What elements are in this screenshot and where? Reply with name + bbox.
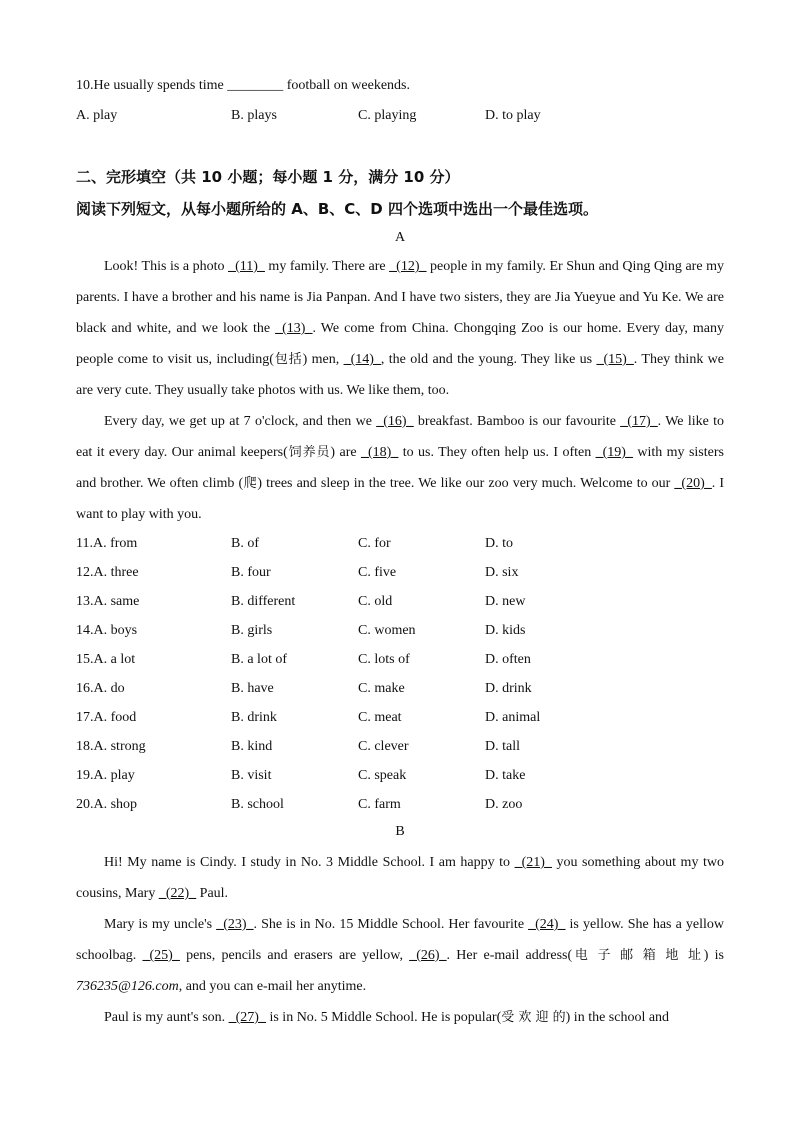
answer-blank: _(17)_ bbox=[620, 414, 658, 429]
question-10-stem: 10.He usually spends time ________ football on weekends. bbox=[76, 78, 411, 93]
answer-blank: _(14)_ bbox=[343, 352, 381, 367]
answer-blank: _(21)_ bbox=[514, 855, 552, 870]
passage-text: . Her e-mail address( bbox=[446, 948, 573, 963]
answer-blank: _(22)_ bbox=[158, 886, 197, 901]
passage-b-paragraph-3 bbox=[76, 1002, 724, 1033]
option-a: 17.A. food bbox=[76, 710, 137, 725]
chinese-gloss: 受 欢 迎 的 bbox=[501, 1010, 566, 1025]
answer-blank: _(27)_ bbox=[228, 1010, 266, 1025]
option-d: D. take bbox=[485, 768, 526, 783]
answer-blank: _(19)_ bbox=[595, 445, 633, 460]
passage-text: is yellow. She has a yellow schoolbag. bbox=[76, 917, 725, 963]
passage-b-label: B bbox=[395, 824, 405, 839]
option-c: C. farm bbox=[358, 797, 401, 812]
option-d: D. animal bbox=[485, 710, 541, 725]
option-b: B. a lot of bbox=[231, 652, 287, 667]
option-c: C. playing bbox=[358, 108, 417, 123]
option-d: D. drink bbox=[485, 681, 532, 696]
answer-blank: _(12)_ bbox=[389, 259, 427, 274]
option-a: 19.A. play bbox=[76, 768, 135, 783]
option-d: D. six bbox=[485, 565, 519, 580]
option-c: C. meat bbox=[358, 710, 402, 725]
answer-blank: _(18)_ bbox=[360, 445, 399, 460]
passage-text: Paul is my aunt's son. bbox=[104, 1010, 229, 1025]
option-b: B. have bbox=[231, 681, 274, 696]
option-c: C. lots of bbox=[358, 652, 410, 667]
passage-text: ) in the school and bbox=[565, 1010, 670, 1025]
passage-text: . We like to eat it every day. Our animal keepers( bbox=[76, 414, 725, 460]
option-d: D. to bbox=[485, 536, 513, 551]
passage-a-paragraph-1 bbox=[76, 251, 724, 406]
passage-text: . They think we are very cute. They usually take photos with us. We like them, too. bbox=[76, 352, 725, 398]
chinese-gloss: 爬 bbox=[243, 476, 258, 491]
passage-text: , and you can e-mail her anytime. bbox=[178, 979, 367, 994]
passage-b-paragraph-1 bbox=[76, 847, 724, 909]
option-a: A. play bbox=[76, 108, 118, 123]
option-b: B. of bbox=[231, 536, 259, 551]
option-c: C. five bbox=[358, 565, 397, 580]
passage-text: Look! This is a photo bbox=[104, 259, 229, 274]
passage-text: with my sisters and brother. We often climb ( bbox=[76, 445, 724, 491]
passage-text: ) men, bbox=[302, 352, 344, 367]
answer-blank: _(24)_ bbox=[528, 917, 566, 932]
option-a: 14.A. boys bbox=[76, 623, 138, 638]
passage-text: , the old and the young. They like us bbox=[380, 352, 597, 367]
passage-text: Every day, we get up at 7 o'clock, and then we bbox=[104, 414, 377, 429]
option-c: C. old bbox=[358, 594, 393, 609]
section-instruction: 阅读下列短文，从每小题所给的 A、B、C、D 四个选项中选出一个最佳选项。 bbox=[76, 200, 598, 218]
option-c: C. speak bbox=[358, 768, 407, 783]
passage-text: . I want to play with you. bbox=[76, 476, 724, 522]
option-b: B. girls bbox=[231, 623, 273, 638]
passage-text: . We come from China. Chongqing Zoo is our home. Every day, many people come to visit us, including( bbox=[76, 321, 725, 367]
option-a: 15.A. a lot bbox=[76, 652, 136, 667]
answer-blank: _(20)_ bbox=[674, 476, 712, 491]
passage-text: . She is in No. 15 Middle School. Her favourite bbox=[253, 917, 529, 932]
option-b: B. plays bbox=[231, 108, 277, 123]
option-c: C. make bbox=[358, 681, 405, 696]
option-d: D. zoo bbox=[485, 797, 523, 812]
option-c: C. women bbox=[358, 623, 416, 638]
chinese-gloss: 包括 bbox=[273, 352, 303, 367]
passage-text: people in my family. Er Shun and Qing Qing are my parents. I have a brother and his name is Jia Panpan. And I have two sisters, they are Jia Yueyue and Yu Ke. We are black and white, and we look the bbox=[76, 259, 724, 336]
answer-blank: _(16)_ bbox=[376, 414, 414, 429]
option-d: D. often bbox=[485, 652, 531, 667]
passage-b-paragraph-2 bbox=[76, 909, 724, 1002]
passage-a-paragraph-2 bbox=[76, 406, 724, 530]
option-a: 16.A. do bbox=[76, 681, 125, 696]
option-b: B. different bbox=[231, 594, 296, 609]
option-a: 11.A. from bbox=[76, 536, 138, 551]
option-b: B. four bbox=[231, 565, 271, 580]
answer-blank: _(23)_ bbox=[216, 917, 254, 932]
option-b: B. school bbox=[231, 797, 284, 812]
passage-text: ) are bbox=[330, 445, 361, 460]
option-d: D. to play bbox=[485, 108, 541, 123]
passage-text: to us. They often help us. I often bbox=[398, 445, 596, 460]
option-d: D. new bbox=[485, 594, 526, 609]
section-title: 二、完形填空（共 10 小题；每小题 1 分，满分 10 分） bbox=[76, 168, 460, 186]
option-b: B. kind bbox=[231, 739, 273, 754]
passage-text: Mary is my uncle's bbox=[104, 917, 217, 932]
answer-blank: _(11)_ bbox=[228, 259, 265, 274]
passage-text: you something about my two cousins, Mary bbox=[76, 855, 724, 901]
option-b: B. visit bbox=[231, 768, 272, 783]
answer-blank: _(15)_ bbox=[596, 352, 634, 367]
passage-text: breakfast. Bamboo is our favourite bbox=[413, 414, 621, 429]
passage-text: my family. There are bbox=[264, 259, 390, 274]
answer-blank: _(26)_ bbox=[409, 948, 447, 963]
passage-text: is in No. 5 Middle School. He is popular( bbox=[265, 1010, 502, 1025]
answer-blank: _(13)_ bbox=[275, 321, 313, 336]
email-address: 736235@126.com bbox=[76, 979, 179, 994]
passage-text: ) trees and sleep in the tree. We like our zoo very much. Welcome to our bbox=[257, 476, 675, 491]
option-a: 18.A. strong bbox=[76, 739, 146, 754]
option-b: B. drink bbox=[231, 710, 277, 725]
passage-text: ) is bbox=[703, 948, 724, 963]
passage-text: Paul. bbox=[196, 886, 229, 901]
option-d: D. kids bbox=[485, 623, 526, 638]
option-a: 20.A. shop bbox=[76, 797, 138, 812]
option-d: D. tall bbox=[485, 739, 520, 754]
chinese-gloss: 电 子 邮 箱 地 址 bbox=[572, 948, 704, 963]
chinese-gloss: 饲养员 bbox=[287, 445, 331, 460]
option-c: C. clever bbox=[358, 739, 409, 754]
passage-text: Hi! My name is Cindy. I study in No. 3 Middle School. I am happy to bbox=[104, 855, 515, 870]
option-a: 13.A. same bbox=[76, 594, 140, 609]
option-a: 12.A. three bbox=[76, 565, 139, 580]
answer-blank: _(25)_ bbox=[142, 948, 180, 963]
passage-text: pens, pencils and erasers are yellow, bbox=[179, 948, 410, 963]
passage-a-label: A bbox=[394, 230, 406, 245]
option-c: C. for bbox=[358, 536, 391, 551]
